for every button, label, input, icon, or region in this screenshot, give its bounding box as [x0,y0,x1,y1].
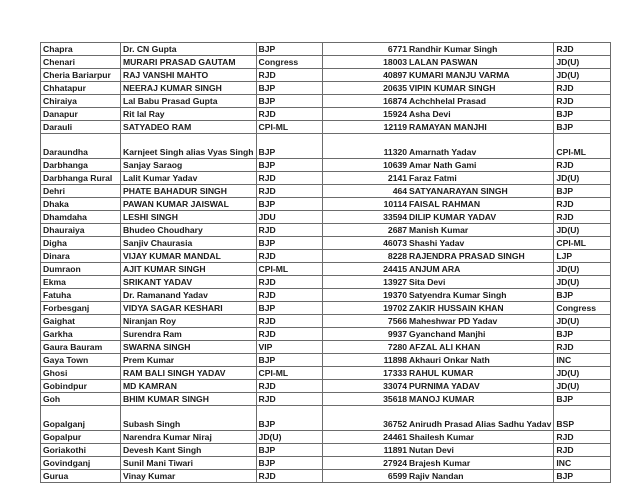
winner-party-cell: INC [554,354,611,367]
winner-party-cell: JD(U) [554,224,611,237]
candidate-cell: VIDYA SAGAR KESHARI [121,302,257,315]
margin-cell: 2687 [322,224,408,237]
constituency-cell: Danapur [41,108,121,121]
table-row [41,315,611,328]
winner-cell: Maheshwar PD Yadav [408,315,554,328]
constituency-cell: Cheria Bariarpur [41,69,121,82]
table-row [41,328,611,341]
margin-cell: 15924 [322,108,408,121]
winner-party-cell: JD(U) [554,263,611,276]
constituency-cell: Fatuha [41,289,121,302]
winner-cell: ZAKIR HUSSAIN KHAN [408,302,554,315]
constituency-cell: Gaura Bauram [41,341,121,354]
winner-cell: Shailesh Kumar [408,431,554,444]
table-row [41,289,611,302]
candidate-cell: NEERAJ KUMAR SINGH [121,82,257,95]
winner-party-cell: INC [554,457,611,470]
margin-cell: 13927 [322,276,408,289]
margin-cell: 20635 [322,82,408,95]
candidate-cell: SRIKANT YADAV [121,276,257,289]
winner-cell: KUMARI MANJU VARMA [408,69,554,82]
margin-cell: 11320 [322,134,408,159]
winner-party-cell: BJP [554,393,611,406]
constituency-cell: Goh [41,393,121,406]
party-cell: BJP [256,457,322,470]
winner-party-cell: RJD [554,95,611,108]
candidate-cell: Subash Singh [121,406,257,431]
winner-cell: Anirudh Prasad Alias Sadhu Yadav [408,406,554,431]
candidate-cell: Rit lal Ray [121,108,257,121]
table-row [41,198,611,211]
constituency-cell: Dumraon [41,263,121,276]
margin-cell: 10639 [322,159,408,172]
table-row [41,224,611,237]
party-cell: BJP [256,354,322,367]
winner-cell: Rajiv Nandan [408,470,554,483]
party-cell: BJP [256,444,322,457]
table-row [41,95,611,108]
party-cell: CPI-ML [256,121,322,134]
candidate-cell: AJIT KUMAR SINGH [121,263,257,276]
constituency-cell: Dehri [41,185,121,198]
winner-party-cell: RJD [554,211,611,224]
constituency-cell: Dhaka [41,198,121,211]
constituency-cell: Chapra [41,43,121,56]
table-row [41,354,611,367]
margin-cell: 40897 [322,69,408,82]
winner-cell: MANOJ KUMAR [408,393,554,406]
margin-cell: 35618 [322,393,408,406]
winner-cell: Amar Nath Gami [408,159,554,172]
constituency-cell: Gaya Town [41,354,121,367]
winner-party-cell: BJP [554,328,611,341]
table-row [41,367,611,380]
margin-cell: 27924 [322,457,408,470]
margin-cell: 33074 [322,380,408,393]
party-cell: BJP [256,95,322,108]
party-cell: RJD [256,470,322,483]
party-cell: BJP [256,159,322,172]
party-cell: BJP [256,198,322,211]
winner-party-cell: JD(U) [554,315,611,328]
candidate-cell: Devesh Kant Singh [121,444,257,457]
winner-cell: ANJUM ARA [408,263,554,276]
table-row [41,380,611,393]
winner-party-cell: CPI-ML [554,134,611,159]
constituency-cell: Chiraiya [41,95,121,108]
table-row [41,470,611,483]
margin-cell: 17333 [322,367,408,380]
margin-cell: 36752 [322,406,408,431]
winner-party-cell: Congress [554,302,611,315]
results-table [40,42,611,483]
winner-cell: Akhauri Onkar Nath [408,354,554,367]
table-row [41,134,611,159]
table-row [41,406,611,431]
winner-party-cell: RJD [554,431,611,444]
winner-cell: Manish Kumar [408,224,554,237]
margin-cell: 6771 [322,43,408,56]
margin-cell: 11898 [322,354,408,367]
margin-cell: 12119 [322,121,408,134]
candidate-cell: Karnjeet Singh alias Vyas Singh [121,134,257,159]
party-cell: JD(U) [256,431,322,444]
winner-party-cell: CPI-ML [554,237,611,250]
constituency-cell: Gobindpur [41,380,121,393]
table-row [41,211,611,224]
party-cell: BJP [256,237,322,250]
winner-cell: Amarnath Yadav [408,134,554,159]
candidate-cell: VIJAY KUMAR MANDAL [121,250,257,263]
constituency-cell: Gurua [41,470,121,483]
winner-cell: LALAN PASWAN [408,56,554,69]
candidate-cell: Surendra Ram [121,328,257,341]
winner-cell: AFZAL ALI KHAN [408,341,554,354]
winner-cell: Asha Devi [408,108,554,121]
margin-cell: 464 [322,185,408,198]
margin-cell: 24461 [322,431,408,444]
margin-cell: 6599 [322,470,408,483]
constituency-cell: Dhauraiya [41,224,121,237]
winner-party-cell: BJP [554,121,611,134]
winner-party-cell: JD(U) [554,56,611,69]
party-cell: BJP [256,43,322,56]
party-cell: RJD [256,380,322,393]
constituency-cell: Forbesganj [41,302,121,315]
party-cell: Congress [256,56,322,69]
constituency-cell: Gopalpur [41,431,121,444]
winner-party-cell: RJD [554,198,611,211]
constituency-cell: Chhatapur [41,82,121,95]
constituency-cell: Gopalganj [41,406,121,431]
party-cell: RJD [256,276,322,289]
table-row [41,185,611,198]
table-row [41,108,611,121]
winner-cell: FAISAL RAHMAN [408,198,554,211]
winner-party-cell: JD(U) [554,172,611,185]
candidate-cell: Bhudeo Choudhary [121,224,257,237]
margin-cell: 16874 [322,95,408,108]
winner-cell: SATYANARAYAN SINGH [408,185,554,198]
results-table-body [41,43,611,483]
winner-party-cell: BJP [554,289,611,302]
table-row [41,457,611,470]
candidate-cell: SATYADEO RAM [121,121,257,134]
table-row [41,250,611,263]
candidate-cell: Sunil Mani Tiwari [121,457,257,470]
constituency-cell: Garkha [41,328,121,341]
candidate-cell: Lalit Kumar Yadav [121,172,257,185]
winner-cell: RAJENDRA PRASAD SINGH [408,250,554,263]
winner-cell: Nutan Devi [408,444,554,457]
winner-cell: RAMAYAN MANJHI [408,121,554,134]
winner-party-cell: RJD [554,82,611,95]
party-cell: RJD [256,315,322,328]
constituency-cell: Darbhanga [41,159,121,172]
constituency-cell: Ekma [41,276,121,289]
winner-cell: Gyanchand Manjhi [408,328,554,341]
margin-cell: 10114 [322,198,408,211]
constituency-cell: Darbhanga Rural [41,172,121,185]
constituency-cell: Govindganj [41,457,121,470]
party-cell: BJP [256,302,322,315]
candidate-cell: SWARNA SINGH [121,341,257,354]
margin-cell: 9937 [322,328,408,341]
table-row [41,56,611,69]
winner-party-cell: JD(U) [554,276,611,289]
party-cell: RJD [256,250,322,263]
party-cell: BJP [256,82,322,95]
table-row [41,172,611,185]
winner-cell: Shashi Yadav [408,237,554,250]
winner-party-cell: RJD [554,341,611,354]
constituency-cell: Ghosi [41,367,121,380]
party-cell: RJD [256,185,322,198]
table-row [41,82,611,95]
party-cell: RJD [256,108,322,121]
party-cell: RJD [256,172,322,185]
margin-cell: 46073 [322,237,408,250]
winner-party-cell: BJP [554,470,611,483]
candidate-cell: MD KAMRAN [121,380,257,393]
candidate-cell: Lal Babu Prasad Gupta [121,95,257,108]
constituency-cell: Goriakothi [41,444,121,457]
winner-party-cell: BSP [554,406,611,431]
table-row [41,43,611,56]
table-row [41,431,611,444]
constituency-cell: Daraundha [41,134,121,159]
candidate-cell: Sanjay Saraog [121,159,257,172]
party-cell: RJD [256,289,322,302]
winner-cell: Randhir Kumar Singh [408,43,554,56]
candidate-cell: MURARI PRASAD GAUTAM [121,56,257,69]
constituency-cell: Dinara [41,250,121,263]
party-cell: CPI-ML [256,367,322,380]
candidate-cell: Narendra Kumar Niraj [121,431,257,444]
winner-cell: Satyendra Kumar Singh [408,289,554,302]
party-cell: RJD [256,328,322,341]
constituency-cell: Digha [41,237,121,250]
margin-cell: 19702 [322,302,408,315]
winner-party-cell: JD(U) [554,380,611,393]
margin-cell: 7566 [322,315,408,328]
winner-cell: VIPIN KUMAR SINGH [408,82,554,95]
winner-cell: DILIP KUMAR YADAV [408,211,554,224]
candidate-cell: LESHI SINGH [121,211,257,224]
winner-party-cell: RJD [554,159,611,172]
candidate-cell: Dr. CN Gupta [121,43,257,56]
winner-party-cell: BJP [554,108,611,121]
table-row [41,237,611,250]
margin-cell: 8228 [322,250,408,263]
party-cell: BJP [256,406,322,431]
winner-party-cell: JD(U) [554,69,611,82]
party-cell: RJD [256,224,322,237]
constituency-cell: Gaighat [41,315,121,328]
table-row [41,69,611,82]
candidate-cell: RAM BALI SINGH YADAV [121,367,257,380]
winner-party-cell: RJD [554,444,611,457]
candidate-cell: Dr. Ramanand Yadav [121,289,257,302]
candidate-cell: Sanjiv Chaurasia [121,237,257,250]
winner-party-cell: LJP [554,250,611,263]
winner-cell: RAHUL KUMAR [408,367,554,380]
table-row [41,444,611,457]
margin-cell: 7280 [322,341,408,354]
winner-cell: Sita Devi [408,276,554,289]
party-cell: BJP [256,134,322,159]
table-row [41,302,611,315]
table-row [41,263,611,276]
margin-cell: 19370 [322,289,408,302]
candidate-cell: Niranjan Roy [121,315,257,328]
candidate-cell: RAJ VANSHI MAHTO [121,69,257,82]
margin-cell: 18003 [322,56,408,69]
party-cell: CPI-ML [256,263,322,276]
winner-cell: Faraz Fatmi [408,172,554,185]
winner-party-cell: BJP [554,185,611,198]
margin-cell: 24415 [322,263,408,276]
constituency-cell: Chenari [41,56,121,69]
table-row [41,159,611,172]
party-cell: RJD [256,69,322,82]
winner-cell: PURNIMA YADAV [408,380,554,393]
constituency-cell: Darauli [41,121,121,134]
margin-cell: 2141 [322,172,408,185]
party-cell: RJD [256,393,322,406]
candidate-cell: PHATE BAHADUR SINGH [121,185,257,198]
table-row [41,121,611,134]
table-row [41,276,611,289]
winner-party-cell: RJD [554,43,611,56]
candidate-cell: BHIM KUMAR SINGH [121,393,257,406]
winner-cell: Achchhelal Prasad [408,95,554,108]
table-row [41,341,611,354]
constituency-cell: Dhamdaha [41,211,121,224]
margin-cell: 11891 [322,444,408,457]
table-row [41,393,611,406]
winner-cell: Brajesh Kumar [408,457,554,470]
candidate-cell: Prem Kumar [121,354,257,367]
party-cell: JDU [256,211,322,224]
candidate-cell: Vinay Kumar [121,470,257,483]
candidate-cell: PAWAN KUMAR JAISWAL [121,198,257,211]
winner-party-cell: JD(U) [554,367,611,380]
party-cell: VIP [256,341,322,354]
margin-cell: 33594 [322,211,408,224]
